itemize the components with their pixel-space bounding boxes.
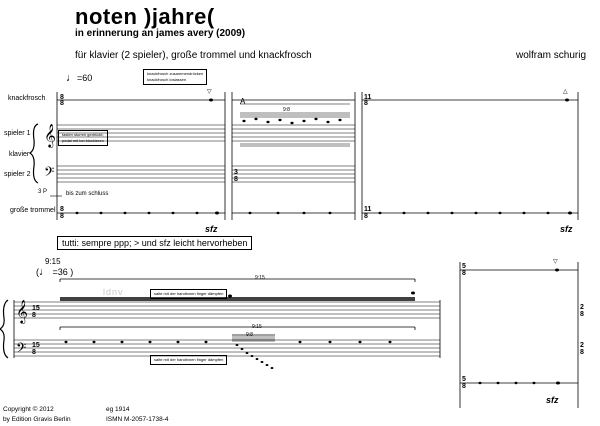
copyright: Copyright © 2012 [3,406,54,413]
tempo-mark-1: ♩=60 [66,72,93,84]
svg-text:8: 8 [364,213,368,220]
knackfrosch-accent-icon: ▽ [553,259,558,265]
tutti-instruction: tutti: sempre ppp; > und sfz leicht hervorheben [57,236,252,250]
damp-note-top: saite mit der handinnen finger dämpfen [150,289,227,299]
tempo-ratio: 9:15 [45,257,61,266]
svg-text:8: 8 [60,100,64,107]
svg-text:8: 8 [60,206,64,213]
dynamic-a: A [240,97,246,106]
tuplet-9-15-top: 9:15 [255,275,265,281]
label-knackfrosch: knackfrosch [8,95,46,102]
publisher: by Edition Gravis Berlin [3,416,71,423]
piano-staff-1 [57,125,355,182]
bass-clef-icon-2: 𝄢 [16,340,27,359]
svg-text:3: 3 [234,169,238,176]
cluster-noteheads-1 [242,118,341,124]
label-grosse-trommel: große trommel [10,207,56,214]
svg-text:8: 8 [364,100,368,107]
svg-text:8: 8 [580,311,584,318]
svg-text:2: 2 [580,342,584,349]
treble-clef-icon: 𝄞 [44,123,56,147]
svg-text:8: 8 [580,349,584,356]
score-subtitle: in erinnerung an james avery (2009) [75,28,246,39]
svg-text:5: 5 [462,376,466,383]
watermark: ldnv [103,287,124,297]
label-klavier: klavier [9,151,30,158]
svg-text:8: 8 [32,312,36,319]
composer: wolfram schurig [516,50,587,61]
treble-clef-icon-2: 𝄞 [16,299,28,323]
svg-text:△: △ [563,89,568,95]
grace-beams [232,337,275,341]
score-title: noten )jahre( [75,4,215,29]
tempo-mark-2: (♩ =36 ) [36,266,74,278]
svg-text:15: 15 [32,305,40,312]
note-line: tasten stumm gedrückt; [62,132,104,137]
svg-text:8: 8 [462,270,466,277]
system2-notes [65,269,561,385]
brace-icon [30,124,38,183]
label-spieler2: spieler 2 [4,171,31,178]
note-line: pedal mit kei blockieren [62,138,104,143]
svg-text:8: 8 [60,213,64,220]
label-spieler1: spieler 1 [4,130,31,137]
piano-staff-2 [14,302,440,356]
bis-zum-schluss: bis zum schluss [66,191,109,197]
tuplet-9-15-mid: 9:15 [252,324,262,330]
sfz-3: sfz [546,395,559,405]
ismn: ISMN M-2057-1738-4 [106,416,169,423]
svg-text:11: 11 [364,94,372,101]
svg-text:8: 8 [462,383,466,390]
bass-clef-icon: 𝄢 [44,164,55,183]
pedal-mark: 3 P [38,189,48,195]
note-line: knackfrosch zusammendrücken [147,71,204,76]
brace-icon-2 [0,300,8,358]
sfz-2: sfz [560,224,573,234]
quarter-note-icon: ♩ [39,266,50,278]
tuplet-9-8: 9:8 [283,107,290,113]
sfz-1: sfz [205,224,218,234]
catalog-number: eg 1914 [106,406,130,413]
svg-text:2: 2 [580,304,584,311]
quarter-note-icon: ♩ [66,72,77,84]
tuplet-9-8-inner: 9:8 [246,332,253,338]
svg-text:8: 8 [32,349,36,356]
svg-text:15: 15 [32,342,40,349]
svg-text:▽: ▽ [207,89,212,95]
note-line: knackfrosch loslassen [147,77,187,82]
time-signatures-2 [32,263,584,390]
svg-text:8: 8 [60,94,64,101]
instrumentation: für klavier (2 spieler), große trommel und knackfrosch [75,50,312,61]
svg-text:8: 8 [234,176,238,183]
damp-note-bottom: saite mit der handinnen finger dämpfen [150,355,227,365]
svg-text:5: 5 [462,263,466,270]
svg-text:11: 11 [364,206,372,213]
